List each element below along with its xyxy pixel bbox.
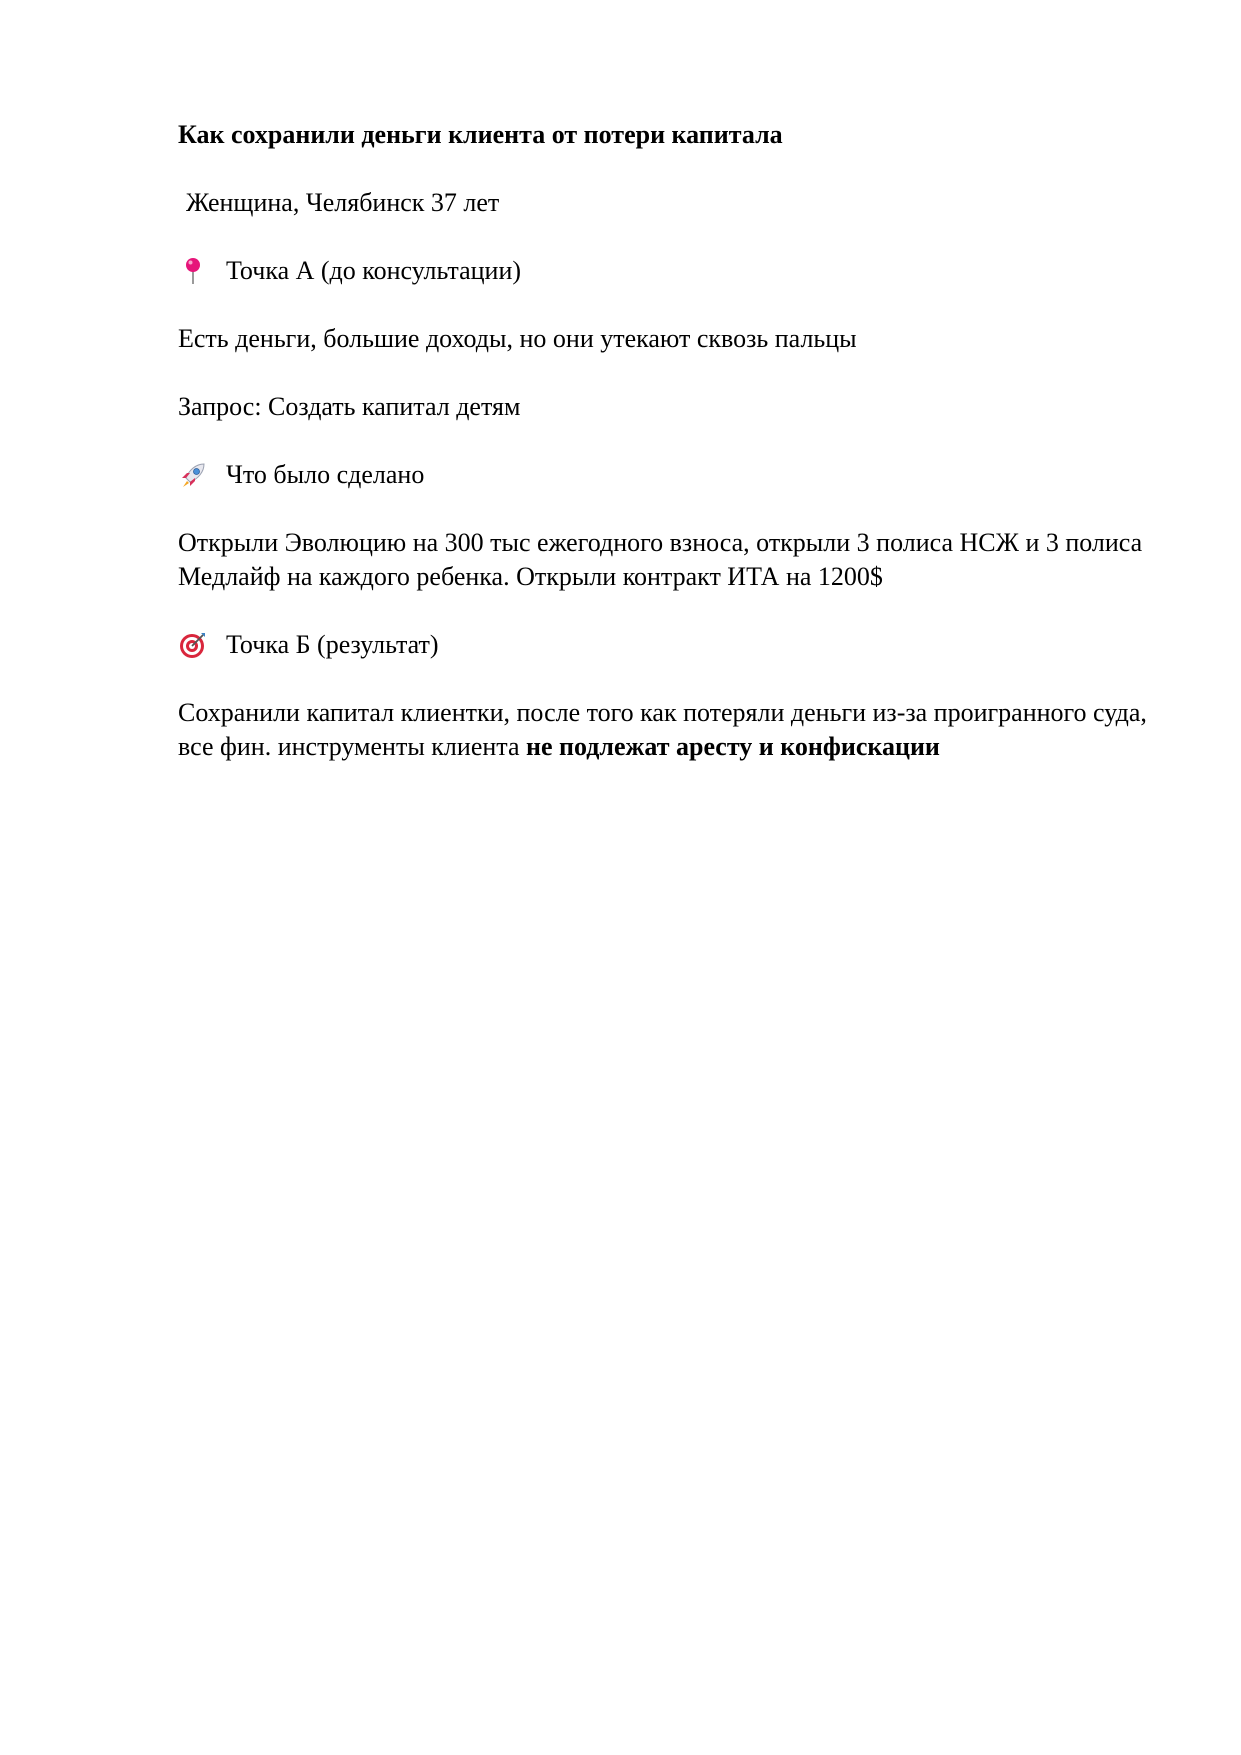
done-heading: Что было сделано [226,460,425,489]
done-heading-line [178,458,1168,492]
result-paragraph [178,696,1168,764]
point-b-heading: Точка Б (результат) [226,630,439,659]
result-bold-text: не подлежат аресту и конфискации [526,732,940,761]
target-icon [178,630,208,660]
point-b-heading-line [178,628,1168,662]
actions-text: Открыли Эволюцию на 300 тыс ежегодного взноса, открыли 3 полиса НСЖ и 3 полиса Медлайф на каждого ребенка. Открыли контракт ИТА на 1200$ [178,528,1143,591]
situation-text: Есть деньги, большие доходы, но они утекают сквозь пальцы [178,324,857,353]
rocket-icon [178,460,208,490]
document-body [178,118,1168,764]
client-info: Женщина, Челябинск 37 лет [186,188,500,217]
pushpin-icon [178,256,208,286]
result-text: Сохранили капитал клиентки, после того как потеряли деньги из-за проигранного суда, все фин. инструменты клиента [178,698,1147,761]
point-a-heading-line [178,254,1168,288]
document-title: Как сохранили деньги клиента от потери капитала [178,120,783,149]
request-text: Запрос: Создать капитал детям [178,392,521,421]
point-a-heading: Точка А (до консультации) [226,256,522,285]
